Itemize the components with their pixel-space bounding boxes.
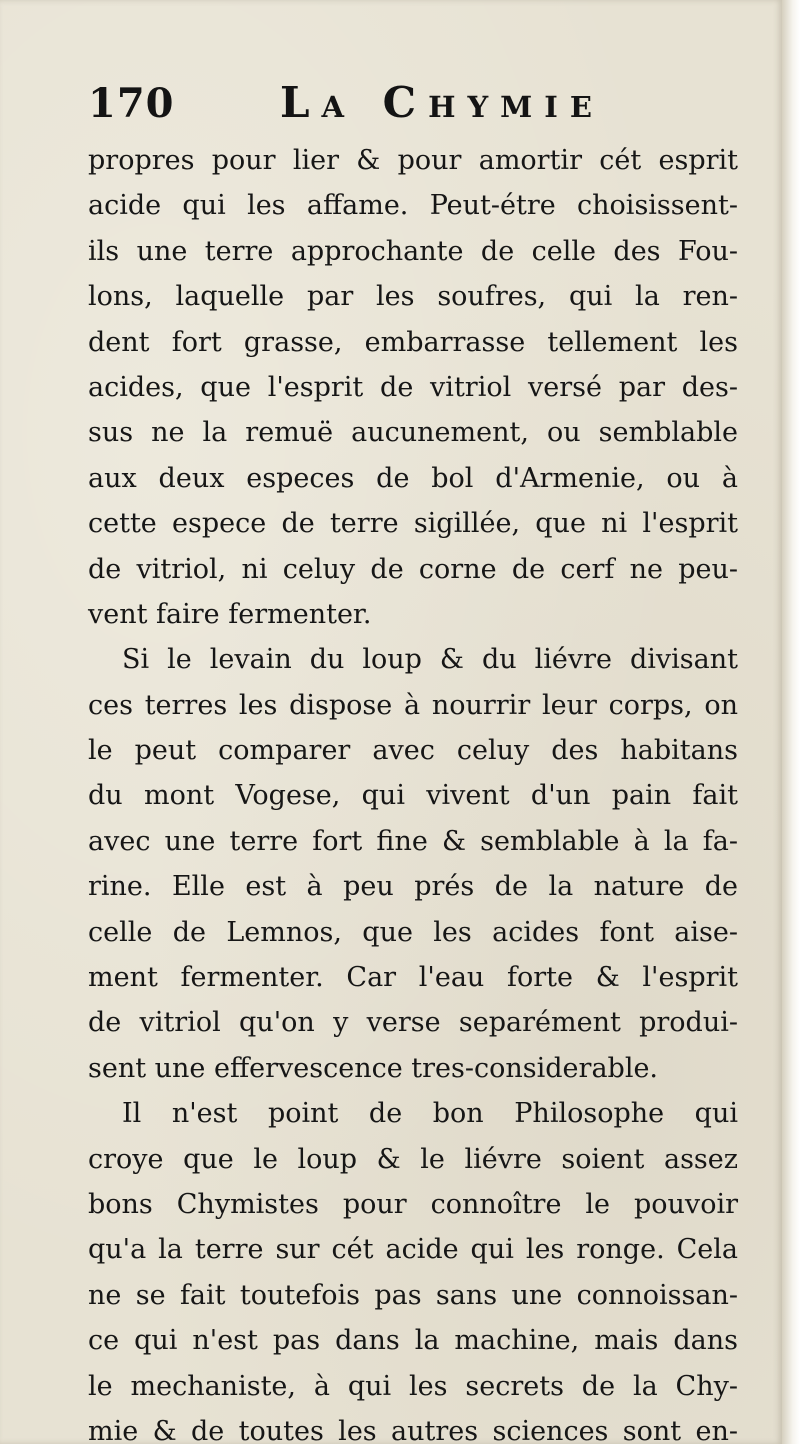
text-line: dent fort grasse, embarrasse tellement les [88,326,738,358]
text-line: acides, que l'esprit de vitriol versé par des- [88,371,738,403]
text-line: lons, laquelle par les soufres, qui la ren- [88,281,738,313]
page-header [88,72,688,134]
text-line: vent faire fermenter. [88,598,372,630]
text-line: qu'a la terre sur cét acide qui les ronge. Cela [88,1234,738,1266]
text-line: de vitriol qu'on y verse separément produi- [88,1007,738,1039]
text-line: avec une terre fort fine & semblable à la fa- [88,825,738,857]
text-line: bons Chymistes pour connoître le pouvoir [88,1188,738,1220]
text-line: mie & de toutes les autres sciences sont en- [88,1415,738,1447]
text-line: Si le levain du loup & du liévre divisant [122,644,738,676]
page-number: 170 [88,80,175,127]
text-line: ne se fait toutefois pas sans une connoissan- [88,1279,738,1311]
text-line: ces terres les dispose à nourrir leur corps, on [88,689,738,721]
text-line: Il n'est point de bon Philosophe qui [122,1098,738,1130]
running-title: La Chymie [280,78,604,127]
text-line: sent une effervescence tres-considerable. [88,1052,659,1084]
page-edge [782,0,800,1444]
body-text [88,138,738,1454]
text-line: sus ne la remuë aucunement, ou semblable [88,417,738,449]
text-line: cette espece de terre sigillée, que ni l'esprit [88,508,738,540]
text-line: de vitriol, ni celuy de corne de cerf ne peu- [88,553,738,585]
text-line: le peut comparer avec celuy des habitans [88,735,738,767]
text-line: celle de Lemnos, que les acides font aise- [88,916,738,948]
text-line: croye que le loup & le liévre soient assez [88,1143,738,1175]
text-line: ce qui n'est pas dans la machine, mais dans [88,1325,738,1357]
text-line: du mont Vogese, qui vivent d'un pain fait [88,780,738,812]
text-line: ment fermenter. Car l'eau forte & l'esprit [88,962,738,994]
text-line: ils une terre approchante de celle des Fou- [88,235,738,267]
text-line: rine. Elle est à peu prés de la nature de [88,871,738,903]
text-line: le mechaniste, à qui les secrets de la Chy- [88,1370,738,1402]
text-line: propres pour lier & pour amortir cét esprit [88,145,738,176]
text-line: acide qui les affame. Peut-étre choisissent- [88,190,738,222]
text-line: aux deux especes de bol d'Armenie, ou à [88,462,738,494]
